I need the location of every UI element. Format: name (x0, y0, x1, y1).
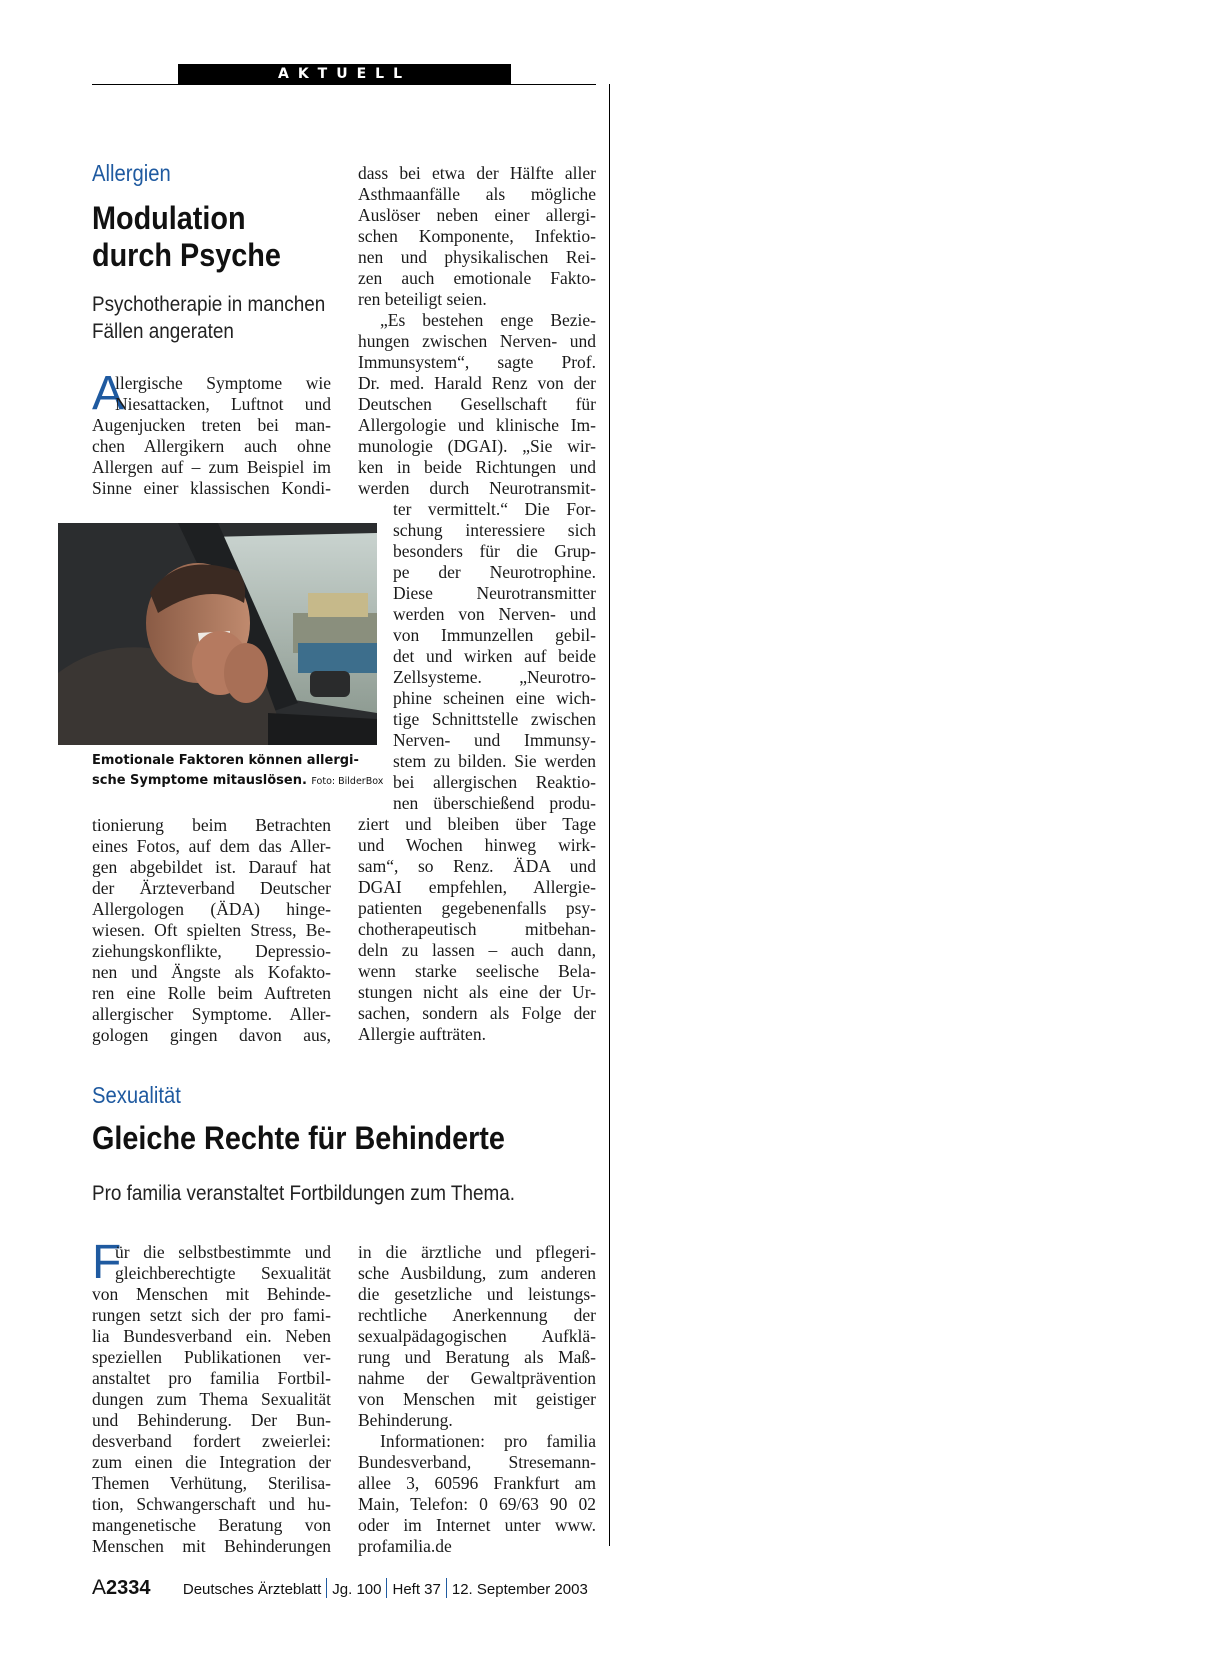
text-line: gleichberechtigte Sexualität (115, 1263, 331, 1283)
text-line: ziert und bleiben über Tage (358, 814, 596, 834)
text-line: ter vermittelt.“ Die For- (393, 499, 596, 519)
text-line: schen Komponente, Infektio- (358, 226, 596, 246)
issue: Heft 37 (392, 1581, 441, 1598)
article2-dropcap: F (92, 1236, 122, 1289)
article1-title (92, 200, 281, 274)
text-line: besonders für die Grup- (393, 541, 596, 561)
section-label: AKTUELL (178, 64, 511, 85)
text-line: Augenjucken treten bei man- (92, 415, 331, 435)
text-line: die gesetzliche und leistungs- (358, 1284, 596, 1304)
text-line: nen und physikalischen Rei- (358, 247, 596, 267)
header-rule (92, 84, 596, 85)
text-line: munologie (DGAI). „Sie wir- (358, 436, 596, 456)
page-footer (92, 1576, 597, 1600)
text-line: und Behinderung. Der Bun- (92, 1410, 331, 1430)
text-line: tionierung beim Betrachten (92, 815, 331, 835)
text-line: werden durch Neurotransmit- (358, 478, 596, 498)
text-line: der Ärzteverband Deutscher (92, 878, 331, 898)
page-number: 2334 (106, 1577, 151, 1599)
text-line: ür die selbstbestimmte und (115, 1242, 331, 1262)
text-line: deln zu lassen – auch dann, (358, 940, 596, 960)
footer-separator (326, 1578, 327, 1598)
caption-line: sche Symptome mitauslösen. (92, 773, 307, 788)
text-line: tige Schnittstelle zwischen (393, 709, 596, 729)
article2-kicker: Sexualität (92, 1082, 181, 1108)
text-line: Allergen auf – zum Beispiel im (92, 457, 331, 477)
text-line: Asthmaanfälle als mögliche (358, 184, 596, 204)
text-line: stungen nicht als eine der Ur- (358, 982, 596, 1002)
text-line: Niesattacken, Luftnot und (115, 394, 331, 414)
article1-kicker: Allergien (92, 160, 171, 186)
text-line: eines Fotos, auf dem das Aller- (92, 836, 331, 856)
text-line: von Menschen mit geistiger (358, 1389, 596, 1409)
text-line: in die ärztliche und pflegeri- (358, 1242, 596, 1262)
volume: Jg. 100 (332, 1581, 382, 1598)
article1-subtitle-line: Fällen angeraten (92, 320, 234, 343)
text-line: allee 3, 60596 Frankfurt am (358, 1473, 596, 1493)
text-line: sche Ausbildung, zum anderen (358, 1263, 596, 1283)
text-line: Sinne einer klassischen Kondi- (92, 478, 331, 498)
text-line: wenn starke seelische Bela- (358, 961, 596, 981)
text-line: phine scheinen eine wich- (393, 688, 596, 708)
text-line: sachen, sondern als Folge der (358, 1003, 596, 1023)
text-line: allergischer Symptome. Aller- (92, 1004, 331, 1024)
text-line: schung interessiere sich (393, 520, 596, 540)
text-line: llergische Symptome wie (115, 373, 331, 393)
text-line: Dr. med. Harald Renz von der (358, 373, 596, 393)
text-line: zen auch emotionale Fakto- (358, 268, 596, 288)
text-line: Behinderung. (358, 1410, 453, 1430)
text-line: speziellen Publikationen ver- (92, 1347, 331, 1367)
text-line: Auslöser neben einer allergi- (358, 205, 596, 225)
article1-dropcap: A (92, 367, 125, 420)
text-line: nahme der Gewaltprävention (358, 1368, 596, 1388)
text-line: profamilia.de (358, 1536, 452, 1556)
text-line: Allergologie und klinische Im- (358, 415, 596, 435)
text-line: oder im Internet unter www. (358, 1515, 596, 1535)
text-line: rungen setzt sich der pro fami- (92, 1305, 331, 1325)
text-line: Zellsysteme. „Neurotro- (393, 667, 596, 687)
caption-line: Emotionale Faktoren können allergi- (92, 753, 359, 768)
article2-subtitle: Pro familia veranstaltet Fortbildungen zum Thema. (92, 1182, 515, 1205)
text-line: ren eine Rolle beim Auftreten (92, 983, 331, 1003)
text-line: ren beteiligt seien. (358, 289, 487, 309)
text-line: Allergie aufträten. (358, 1024, 486, 1044)
text-line: rechtliche Anerkennung der (358, 1305, 596, 1325)
article1-title-line: durch Psyche (92, 237, 281, 273)
article1-col1-top (92, 367, 331, 499)
photo-credit: Foto: BilderBox (311, 776, 384, 787)
text-line: gen abgebildet ist. Darauf hat (92, 857, 331, 877)
text-line: anstaltet pro familia Fortbil- (92, 1368, 331, 1388)
text-line: Menschen mit Behinderungen (92, 1536, 331, 1556)
article1-subtitle (92, 291, 325, 345)
text-line: rung und Beratung als Maß- (358, 1347, 596, 1367)
article2-col2 (358, 1242, 596, 1557)
article-photo (58, 523, 377, 745)
text-line: Informationen: pro familia (380, 1431, 596, 1451)
footer-prefix: A (92, 1576, 107, 1599)
text-line: ziehungskonflikte, Depressio- (92, 941, 331, 961)
column-rule (609, 84, 610, 1546)
text-line: pe der Neurotrophine. (393, 562, 596, 582)
text-line: nen und Ängste als Kofakto- (92, 962, 331, 982)
article2-title: Gleiche Rechte für Behinderte (92, 1120, 505, 1156)
footer-separator (446, 1578, 447, 1598)
text-line: gologen gingen davon aus, (92, 1025, 331, 1045)
text-line: sam“, so Renz. ÄDA und (358, 856, 596, 876)
text-line: zum einen die Integration der (92, 1452, 331, 1472)
text-line: werden von Nerven- und (393, 604, 596, 624)
text-line: chotherapeutisch mitbehan- (358, 919, 596, 939)
text-line: Diese Neurotransmitter (393, 583, 596, 603)
article1-title-line: Modulation (92, 200, 246, 236)
text-line: Deutschen Gesellschaft für (358, 394, 596, 414)
text-line: sexualpädagogischen Aufklä- (358, 1326, 596, 1346)
text-line: dungen zum Thema Sexualität (92, 1389, 331, 1409)
text-line: ken in beide Richtungen und (358, 457, 596, 477)
issue-date: 12. September 2003 (451, 1581, 588, 1598)
article1-col2-top (358, 163, 596, 499)
text-line: mangenetische Beratung von (92, 1515, 331, 1535)
text-line: von Immunzellen gebil- (393, 625, 596, 645)
text-line: nen überschießend produ- (393, 793, 596, 813)
text-line: und Wochen hinweg wirk- (358, 835, 596, 855)
footer-separator (386, 1578, 387, 1598)
photo-caption (92, 751, 383, 792)
text-line: „Es bestehen enge Bezie- (380, 310, 596, 330)
journal-name: Deutsches Ärzteblatt (182, 1581, 322, 1598)
text-line: patienten gegebenenfalls psy- (358, 898, 596, 918)
text-line: desverband fordert zweierlei: (92, 1431, 331, 1451)
text-line: Bundesverband, Stresemann- (358, 1452, 596, 1472)
text-line: stem zu bilden. Sie werden (393, 751, 596, 771)
text-line: chen Allergikern auch ohne (92, 436, 331, 456)
article1-col1-bottom (92, 815, 331, 1046)
article1-col2-bottom (358, 814, 596, 1045)
text-line: hungen zwischen Nerven- und (358, 331, 596, 351)
text-line: DGAI empfehlen, Allergie- (358, 877, 596, 897)
man-in-car-photo (58, 523, 377, 745)
text-line: von Menschen mit Behinde- (92, 1284, 331, 1304)
text-line: det und wirken auf beide (393, 646, 596, 666)
text-line: Nerven- und Immunsy- (393, 730, 596, 750)
article1-col2-narrow (393, 499, 596, 814)
text-line: Immunsystem“, sagte Prof. (358, 352, 596, 372)
text-line: bei allergischen Reaktio- (393, 772, 596, 792)
text-line: dass bei etwa der Hälfte aller (358, 163, 596, 183)
article1-subtitle-line: Psychotherapie in manchen (92, 293, 326, 316)
text-line: Allergologen (ÄDA) hinge- (92, 899, 331, 919)
text-line: lia Bundesverband ein. Neben (92, 1326, 331, 1346)
text-line: wiesen. Oft spielten Stress, Be- (92, 920, 331, 940)
article2-col1 (92, 1236, 331, 1557)
text-line: Themen Verhütung, Sterilisa- (92, 1473, 331, 1493)
text-line: Main, Telefon: 0 69/63 90 02 (358, 1494, 596, 1514)
text-line: tion, Schwangerschaft und hu- (92, 1494, 331, 1514)
